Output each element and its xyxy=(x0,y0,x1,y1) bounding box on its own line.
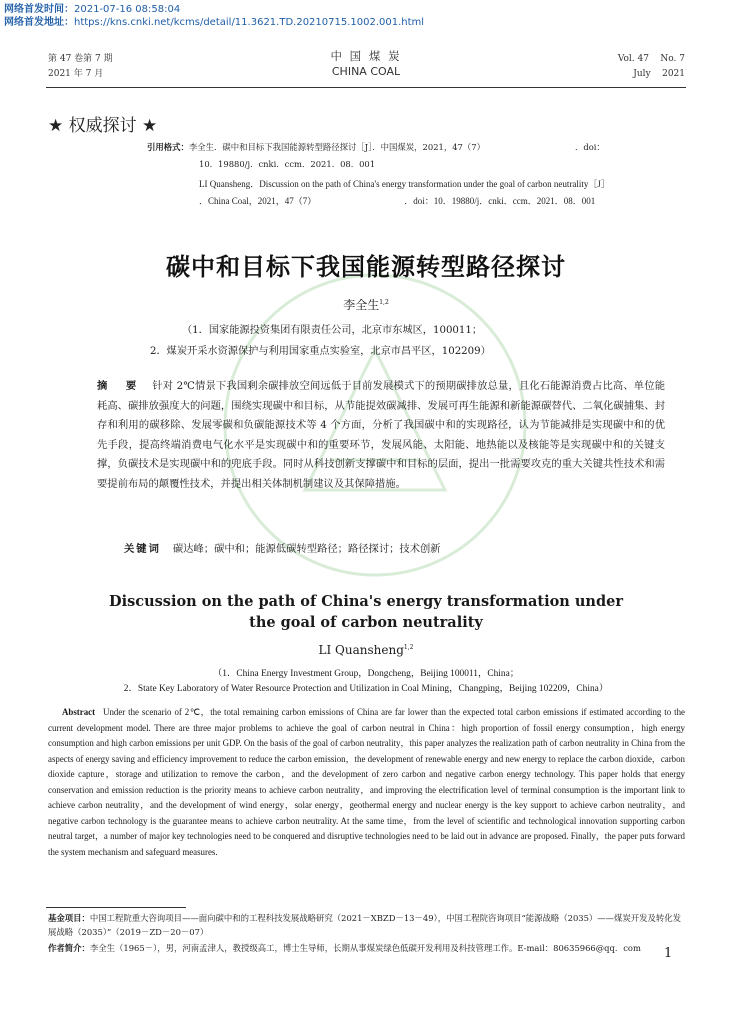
first-published-time xyxy=(4,3,180,16)
header-rule xyxy=(46,87,686,88)
abstract-en xyxy=(48,705,685,860)
author-en-name: LI Quansheng xyxy=(318,643,404,657)
affiliation-en-2: 2．State Key Laboratory of Water Resource Protection and Utilization in Coal Mining，Changping，Beijing 102209，China） xyxy=(123,684,609,694)
first-published-address-link[interactable]: https://kns.cnki.net/kcms/detail/11.3621.TD.20210715.1002.001.html xyxy=(74,17,425,28)
footnote-rule xyxy=(46,907,186,908)
fund-label: 基金项目： xyxy=(48,913,90,923)
paper-title-cn: 碳中和目标下我国能源转型路径探讨 xyxy=(166,253,566,281)
citation-en-doi: ．doi：10．19880/j．cnki．ccm．2021．08．001 xyxy=(404,196,596,206)
citation-doi-label: ．doi： xyxy=(574,142,605,152)
first-published-time-label: 网络首发时间： xyxy=(4,4,74,15)
abstract-cn-text: 针对 2℃情景下我国剩余碳排放空间远低于目前发展模式下的预期碳排放总量，且化石能源消费占比高、单位能耗高、碳排放强度大的问题，围绕实现碳中和目标，从节能提效碳减排、发展可再生能源和新能源碳替代、二氧化碳捕集、封存和利用的碳移除、发展零碳和负碳能源技术等 4 个方面，分析了我国碳中和的实现路径，认为节能减排是实现碳中和的优先手段，提高终端消费电气化水平是实现碳中和的重要环节，发展风能、太阳能、地热能以及核能等是实现碳中和的关键支撑，负碳技术是实现碳中和的兜底手段。同时从科技创新支撑碳中和目标的层面，提出一批需要攻克的重大关键共性技术和需要提前布局的颠覆性技术，并提出相关体制机制建议及其保障措施。 xyxy=(97,380,665,490)
citation-line-2: 10．19880/j．cnki．ccm．2021．08．001 xyxy=(199,159,376,169)
section-title: ★ 权威探讨 ★ xyxy=(48,116,158,136)
header-volume: 第 47 卷第 7 期 xyxy=(48,54,113,64)
footnote-author xyxy=(48,941,684,955)
footnote-fund xyxy=(48,911,684,939)
keywords-cn-label: 关键词 xyxy=(124,543,161,555)
fund-text: 中国工程院重大咨询项目——面向碳中和的工程科技发展战略研究（2021－XBZD－13－49），中国工程院咨询项目“能源战略（2035）——煤炭开发及转化发展战略（2035）”（2019－ZD－20－07） xyxy=(48,913,682,937)
keywords-cn-text: 碳达峰；碳中和；能源低碳转型路径；路径探讨；技术创新 xyxy=(172,543,441,555)
first-published-address-label: 网络首发地址： xyxy=(4,17,74,28)
affiliation-cn-2: 2．煤炭开采水资源保护与利用国家重点实验室，北京市昌平区，102209） xyxy=(150,346,491,357)
author-cn-name: 李全生 xyxy=(343,298,380,312)
keywords-cn xyxy=(124,540,441,555)
header-date-en: July 2021 xyxy=(633,69,685,79)
author-cn-sup: 1,2 xyxy=(379,299,389,306)
citation-cn: 李全生．碳中和目标下我国能源转型路径探讨［J］．中国煤炭，2021，47（7） xyxy=(188,142,485,152)
author-en-sup: 1,2 xyxy=(403,644,414,651)
abstract-cn-label: 摘 要 xyxy=(97,380,141,392)
abstract-cn xyxy=(97,377,665,495)
author-bio-text: 李全生（1965－），男，河南孟津人，教授级高工，博士生导师，长期从事煤炭绿色低碳开发利用及科技管理工作。E-mail：80635966@qq．com xyxy=(89,943,641,953)
author-en xyxy=(0,643,732,657)
header-journal-cn: 中 国 煤 炭 xyxy=(330,49,402,63)
first-published-time-value: 2021-07-16 08:58:04 xyxy=(74,4,181,15)
citation-line-1 xyxy=(147,141,605,154)
paper-title-en-line-2: the goal of carbon neutrality xyxy=(249,614,483,631)
author-bio-label: 作者简介： xyxy=(48,943,90,953)
affiliation-cn-1: （1．国家能源投资集团有限责任公司，北京市东城区，100011； xyxy=(182,325,483,336)
header-volume-en: Vol. 47 No. 7 xyxy=(617,54,685,64)
abstract-en-label: Abstract xyxy=(62,707,96,717)
author-cn xyxy=(0,296,732,313)
first-published-address xyxy=(4,16,424,29)
citation-label: 引用格式： xyxy=(147,142,189,152)
citation-line-3: LI Quansheng．Discussion on the path of China's energy transformation under the goal of carbon neutrality［J］ xyxy=(199,179,610,189)
abstract-en-text: Under the scenario of 2℃，the total remaining carbon emissions of China are far lower than the expected total carbon emissions if estimated according to the current development model. There are three major problems to achieve the goal of carbon neutral in China：high proportion of fossil energy consumption，high energy consumption and high carbon emissions per unit GDP. On the basis of the goal of carbon neutrality，this paper analyzes the realization path of carbon neutrality in China from the aspects of energy saving and efficiency improvement to reduce the carbon emission，the development of renewable energy and new energy to replace the carbon dioxide，carbon dioxide capture，storage and utilization to remove the carbon，and the development of zero carbon and negative carbon energy technology. This paper holds that energy conservation and emission reduction is the priority means to achieve carbon neutrality，and improving the electrification level of terminal consumption is the important link to achieve carbon neutrality，and the development of wind energy，solar energy，geothermal energy and nuclear energy is the key support to achieve carbon neutrality，and negative carbon technology is the guarantee means to achieve carbon neutrality. At the same time，from the level of scientific and technological innovation supporting carbon neutral target，a number of major key technologies need to be conquered and disruptive technologies need to be laid out in advance are proposed. Finally，the paper puts forward the system mechanism and safeguard measures. xyxy=(48,707,685,857)
affiliation-en-1: （1．China Energy Investment Group，Dongcheng，Beijing 100011，China； xyxy=(212,669,520,679)
citation-line-4 xyxy=(199,195,595,208)
header-journal-en: CHINA COAL xyxy=(331,65,401,78)
page-number: 1 xyxy=(664,946,673,961)
header-date-cn: 2021 年 7 月 xyxy=(48,69,104,79)
paper-title-en-line-1: Discussion on the path of China's energy transformation under xyxy=(109,593,623,610)
citation-en-journal: ．China Coal，2021，47（7） xyxy=(199,196,317,206)
